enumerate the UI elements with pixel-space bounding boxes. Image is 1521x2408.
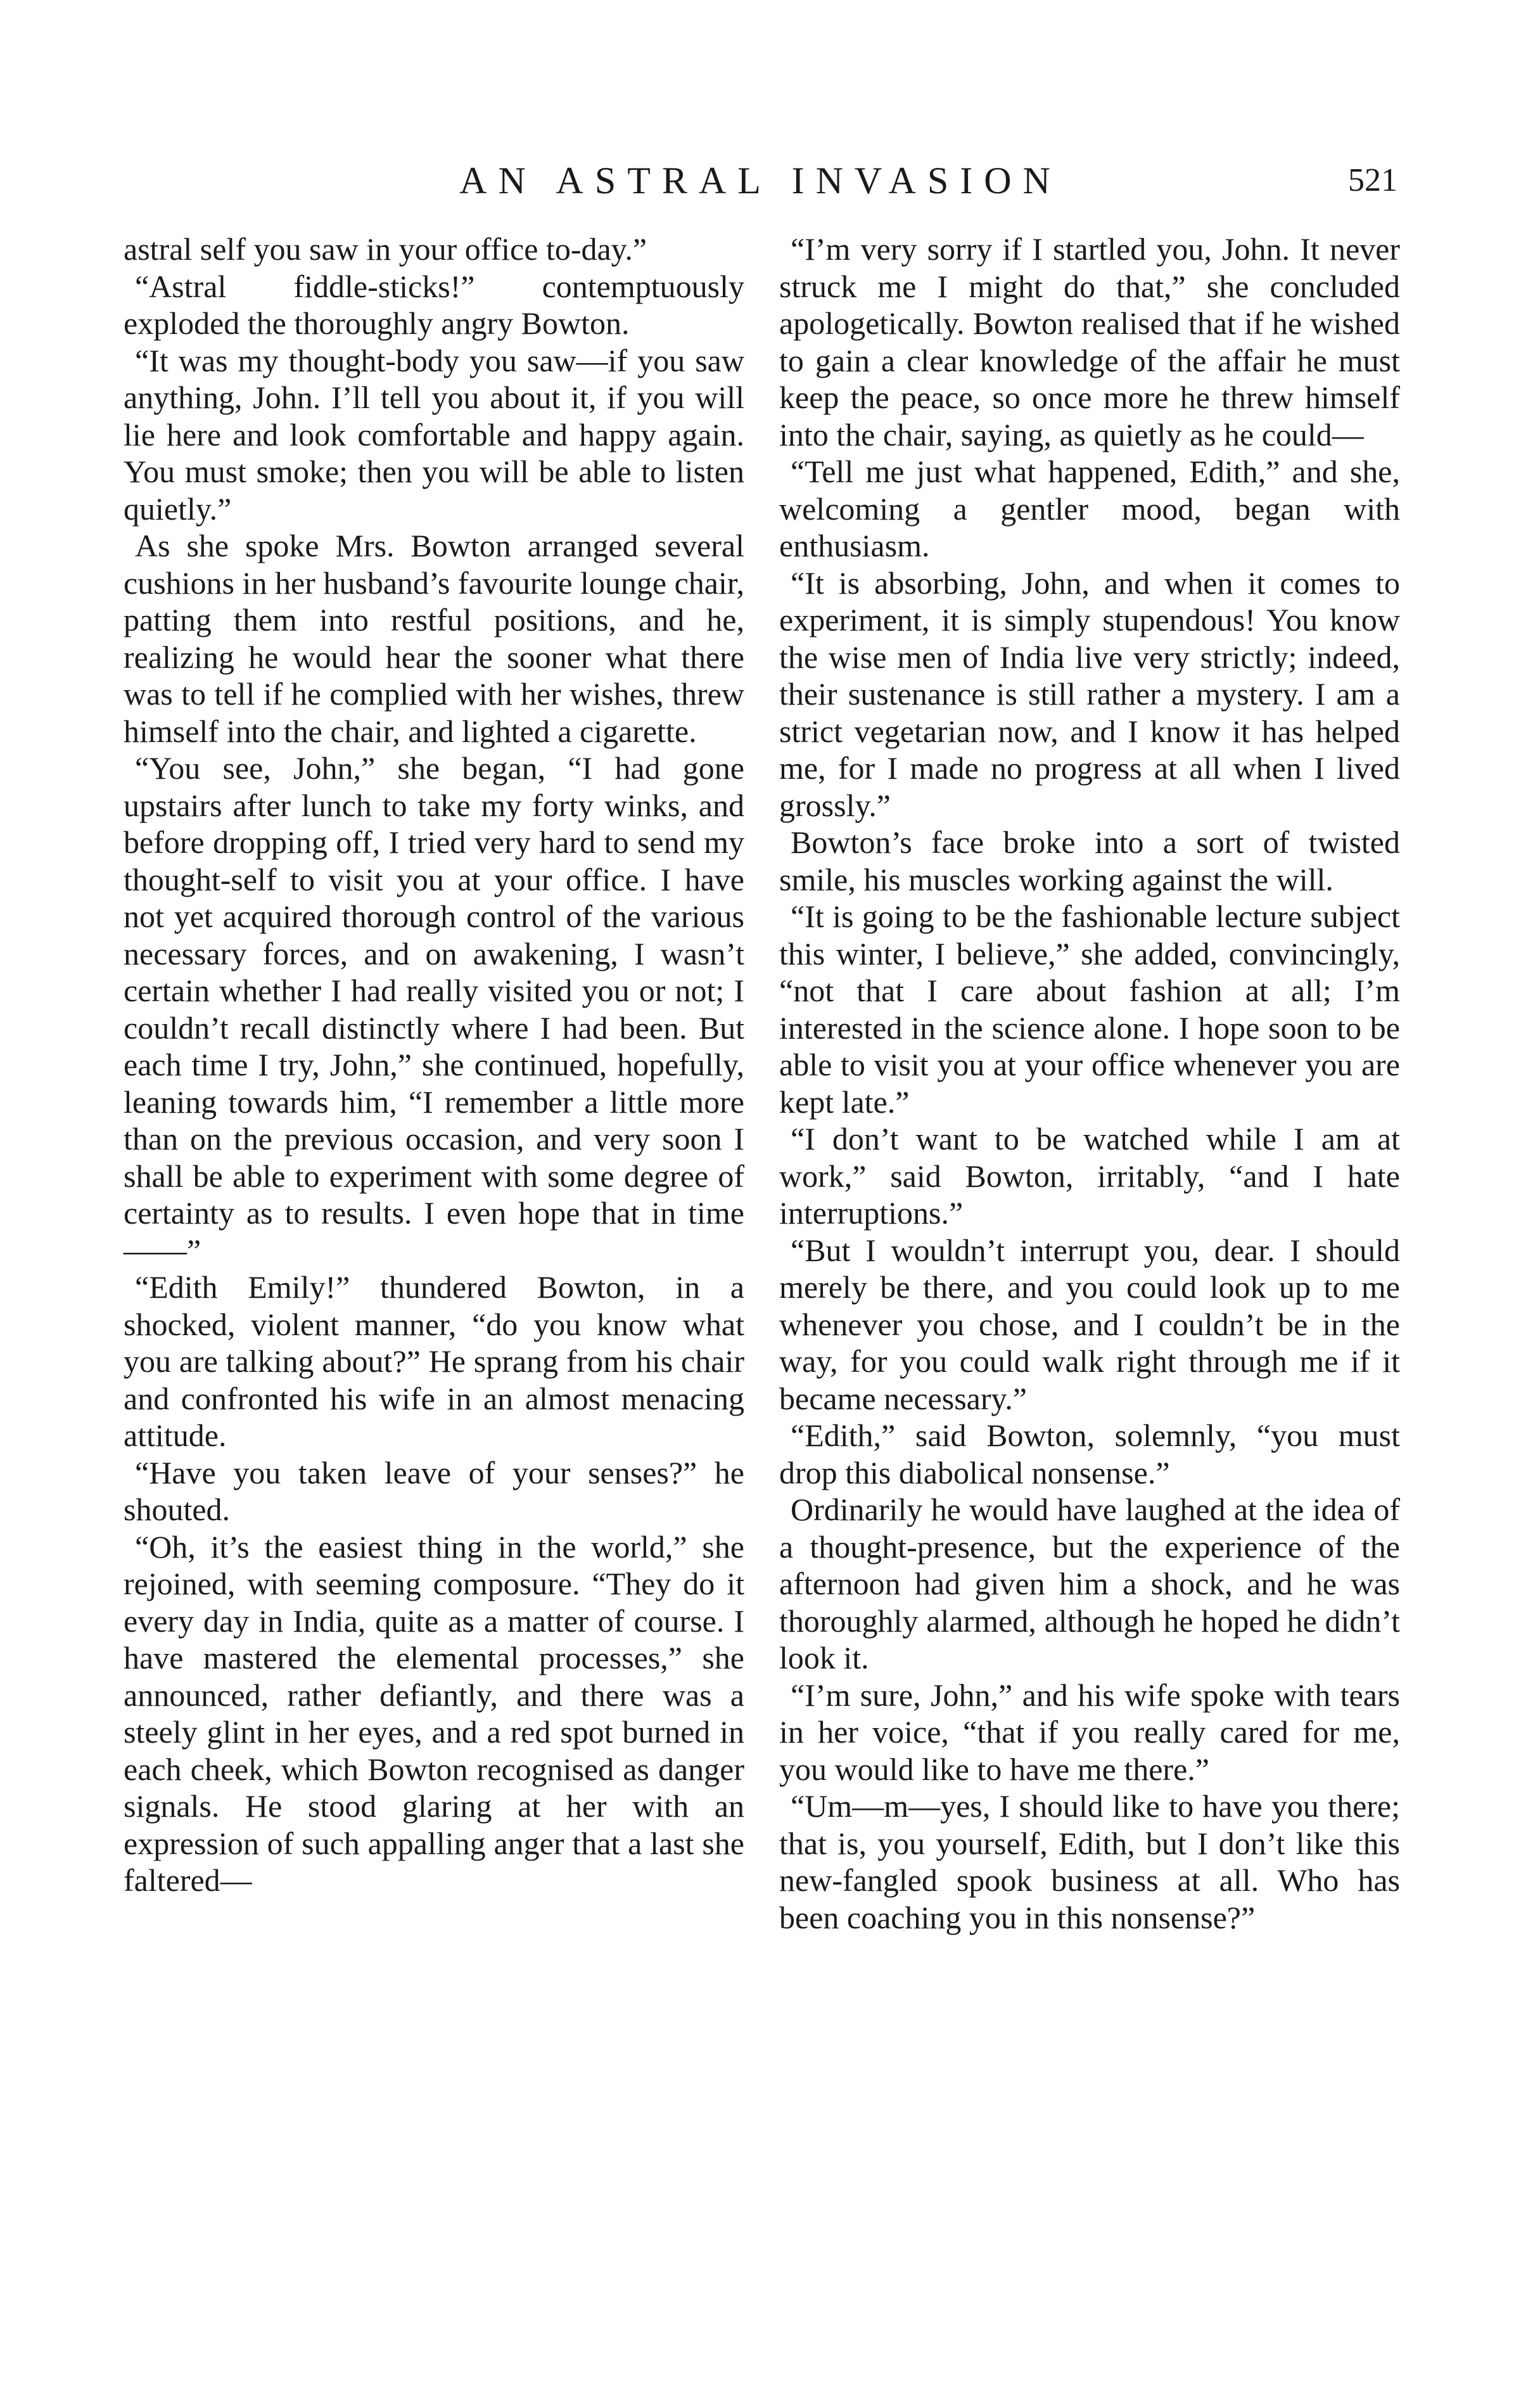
page-number: 521	[1348, 162, 1397, 198]
paragraph: “It was my thought-body you saw—if you saw anything, John. I’ll tell you about it, if you will lie here and look comfortable and happy again. You must smoke; then you will be able to listen quietly.”	[124, 342, 744, 527]
paragraph: astral self you saw in your office to-day.”	[124, 231, 647, 267]
right-column	[779, 231, 1400, 1936]
paragraph: “Astral fiddle-sticks!” contemptuously exploded the thoroughly angry Bowton.	[124, 268, 744, 341]
paragraph: “You see, John,” she began, “I had gone upstairs after lunch to take my forty winks, and before dropping off, I tried very hard to send my thought-self to visit you at your office. I have not yet acquired thorough control of the various necessary forces, and on awakening, I wasn’t certain whether I had really visited you or not; I couldn’t recall distinctly where I had been. But each time I try, John,” she continued, hopefully, leaning towards him, “I remember a little more than on the previous occasion, and very soon I shall be able to experiment with some degree of certainty as to results. I even hope that in time——”	[124, 750, 744, 1268]
paragraph: “It is absorbing, John, and when it comes to experiment, it is simply stupendous! You know the wise men of India live very strictly; indeed, their sustenance is still rather a mystery. I am a strict vegetarian now, and I know it has helped me, for I made no progress at all when I lived grossly.”	[779, 565, 1400, 823]
paragraph: “Oh, it’s the easiest thing in the world,” she rejoined, with seeming composure. “They do it every day in India, quite as a matter of course. I have mastered the elemental processes,” she announced, rather defiantly, and there was a steely glint in her eyes, and a red spot burned in each cheek, which Bowton recognised as danger signals. He stood glaring at her with an expression of such appalling anger that a last she faltered—	[124, 1528, 744, 1898]
paragraph: “Have you taken leave of your senses?” he shouted.	[124, 1454, 744, 1527]
paragraph: “I don’t want to be watched while I am at work,” said Bowton, irritably, “and I hate interruptions.”	[779, 1121, 1400, 1231]
paragraph: “Edith Emily!” thundered Bowton, in a shocked, violent manner, “do you know what you are talking about?” He sprang from his chair and confronted his wife in an almost menacing attitude.	[124, 1269, 744, 1453]
paragraph: “But I wouldn’t interrupt you, dear. I should merely be there, and you could look up to me whenever you chose, and I couldn’t be in the way, for you could walk right through me if it became necessary.”	[779, 1232, 1400, 1416]
running-title: AN ASTRAL INVASION	[459, 160, 1062, 202]
paragraph: “Tell me just what happened, Edith,” and she, welcoming a gentler mood, began with enthusiasm.	[779, 454, 1400, 563]
running-head	[124, 152, 1397, 209]
paragraph: “Um—m—yes, I should like to have you there; that is, you yourself, Edith, but I don’t like this new-fangled spook business at all. Who has been coaching you in this nonsense?”	[779, 1788, 1400, 1935]
left-column	[124, 231, 744, 1899]
paragraph: Ordinarily he would have laughed at the idea of a thought-presence, but the experience of the afternoon had given him a shock, and he was thoroughly alarmed, although he hoped he didn’t look it.	[779, 1492, 1400, 1675]
paragraph: “It is going to be the fashionable lecture subject this winter, I believe,” she added, convincingly, “not that I care about fashion at all; I’m interested in the science alone. I hope soon to be able to visit you at your office whenever you are kept late.”	[779, 899, 1400, 1120]
paragraph: “Edith,” said Bowton, solemnly, “you must drop this diabolical nonsense.”	[779, 1418, 1400, 1490]
paragraph: Bowton’s face broke into a sort of twisted smile, his muscles working against the will.	[779, 824, 1400, 897]
paragraph: “I’m very sorry if I startled you, John. It never struck me I might do that,” she concluded apologetically. Bowton realised that if he wished to gain a clear knowledge of the affair he must keep the peace, so once more he threw himself into the chair, saying, as quietly as he could—	[779, 231, 1400, 452]
paragraph: “I’m sure, John,” and his wife spoke with tears in her voice, “that if you really cared for me, you would like to have me there.”	[779, 1677, 1400, 1787]
paragraph: As she spoke Mrs. Bowton arranged several cushions in her husband’s favourite lounge chair, patting them into restful positions, and he, realizing he would hear the sooner what there was to tell if he complied with her wishes, threw himself into the chair, and lighted a cigarette.	[124, 528, 744, 749]
